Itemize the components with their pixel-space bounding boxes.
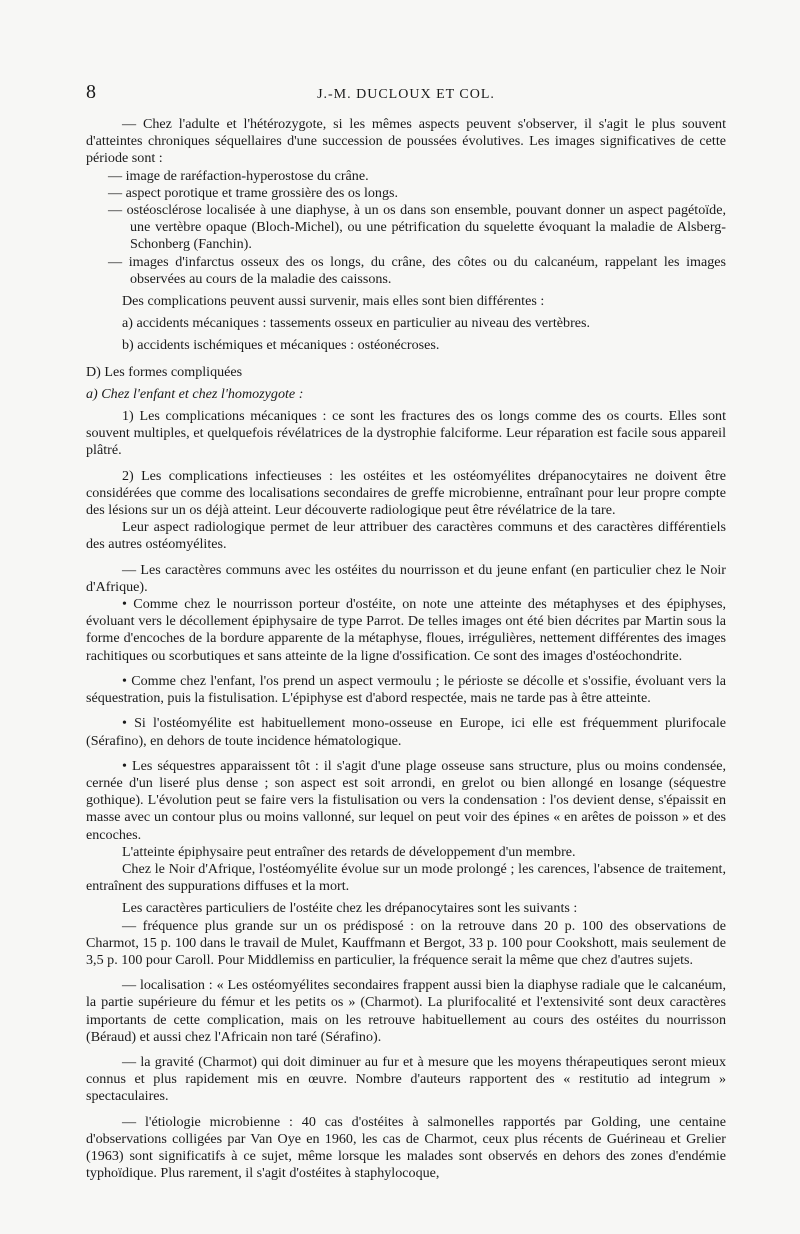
bullet-plurifocal: • Si l'ostéomyélite est habituellement mono-osseuse en Europe, ici elle est fréquemment plurifocale (Sérafino), en dehors de toute incidence hématologique.: [86, 715, 726, 749]
paragraph-epiphyseal: L'atteinte épiphysaire peut entraîner des retards de développement d'un membre.: [122, 843, 576, 860]
subsection-heading-a: a) Chez l'enfant et chez l'homozygote :: [86, 385, 304, 402]
running-title: J.-M. DUCLOUX ET COL.: [317, 87, 495, 102]
paragraph-etiologie: — l'étiologie microbienne : 40 cas d'ostéites à salmonelles rapportés par Golding, une centaine d'observations colligées par Van Oye en 1960, les cas de Charmot, ceux plus récents de Guérineau et Grelier (1963) sont significatifs à ce sujet, même lorsque les malades sont observés en dehors des zones d'endémie typhoïdique. Plus rarement, il s'agit d'ostéites à staphylocoque,: [86, 1113, 726, 1182]
paragraph-common-features: — Les caractères communs avec les ostéites du nourrisson et du jeune enfant (en particulier chez le Noir d'Afrique).: [86, 561, 726, 595]
list-item-porotic: — aspect porotique et trame grossière des os longs.: [108, 184, 399, 201]
list-item-b: b) accidents ischémiques et mécaniques : ostéonécroses.: [122, 337, 440, 354]
list-item-infarct: — images d'infarctus osseux des os longs, du crâne, des côtes ou du calcanéum, rappelant les images observées au cours de la maladie des caissons.: [108, 253, 726, 287]
paragraph-infectious: 2) Les complications infectieuses : les ostéites et les ostéomyélites drépanocytaires ne doivent être considérées que comme des localisations secondaires de greffe microbienne, entraînant pour leur propre compte des lésions sur un os déjà atteint. Leur découverte radiologique peut être révélatrice de la tare.: [86, 467, 726, 519]
bullet-metaphyses: • Comme chez le nourrisson porteur d'ostéite, on note une atteinte des métaphyses et des épiphyses, évoluant vers le décollement épiphysaire de type Parrot. De telles images ont été bien décrites par Martin sous la forme d'encoches de la bordure apparente de la métaphyse, floues, irrégulières, nettement différentes des images rachitiques ou scorbutiques et sans atteinte de la ligne d'ossification. Ce sont des images d'ostéochondrite.: [86, 596, 726, 664]
page: [86, 81, 726, 1182]
paragraph-frequence: — fréquence plus grande sur un os prédisposé : on la retrouve dans 20 p. 100 des observations de Charmot, 15 p. 100 dans le travail de Mulet, Kauffmann et Bergot, 33 p. 100 pour Cookshott, mais seulement de 3,5 p. 100 pour Caroll. Pour Middlemiss en particulier, la fréquence serait la même que chez d'autres sujets.: [86, 917, 726, 968]
list-item-osteosclerosis: — ostéosclérose localisée à une diaphyse, à un os dans son ensemble, pouvant donner un aspect pagétoïde, une vertèbre opaque (Bloch-Michel), ou une pétrification du squelette évoquant la maladie de Alsberg-Schonberg (Fanchin).: [108, 202, 726, 253]
section-heading-d: D) Les formes compliquées: [86, 363, 243, 380]
page-header: [86, 81, 726, 106]
paragraph-localisation: — localisation : « Les ostéomyélites secondaires frappent aussi bien la diaphyse radiale que le calcanéum, la partie supérieure du fémur et les petits os » (Charmot). La plurifocalité et l'extensivité sont deux caractères importants de cette complication, mais on les retrouve habituellement au cours des ostéites du nourrisson (Béraud) et aussi chez l'Africain non taré (Sérafino).: [86, 977, 726, 1045]
bullet-sequestres: • Les séquestres apparaissent tôt : il s'agit d'une plage osseuse sans structure, plus ou moins condensée, cernée d'un liseré plus dense ; son aspect est soit arrondi, en grelot ou bien allongé en losange (séquestre gothique). L'évolution peut se faire vers la fistulisation ou vers la condensation : l'os devient dense, s'épaissit en masse avec un contour plus ou moins vallonné, sur lequel on peut voir des épines « en arêtes de poisson » et des encoches.: [86, 757, 726, 843]
page-number: 8: [86, 81, 96, 103]
paragraph-complications: Des complications peuvent aussi survenir, mais elles sont bien différentes :: [122, 293, 545, 310]
paragraph-noir-afrique: Chez le Noir d'Afrique, l'ostéomyélite évolue sur un mode prolongé ; les carences, l'absence de traitement, entraînent des suppurations diffuses et la mort.: [86, 860, 726, 895]
paragraph-mechanical: 1) Les complications mécaniques : ce sont les fractures des os longs comme des os courts. Elles sont souvent multiples, et quelquefois révélatrices de la dystrophie falciforme. Leur réparation est facile sous appareil plâtré.: [86, 408, 726, 459]
paragraph-radiologic-aspect: Leur aspect radiologique permet de leur attribuer des caractères communs et des caractères différentiels des autres ostéomyélites.: [86, 519, 726, 553]
paragraph-particular-features: Les caractères particuliers de l'ostéite chez les drépanocytaires sont les suivants :: [122, 900, 578, 917]
paragraph-adult: — Chez l'adulte et l'hétérozygote, si les mêmes aspects peuvent s'observer, il s'agit le plus souvent d'atteintes chroniques séquellaires d'une succession de poussées évolutives. Les images significatives de cette période sont :: [86, 116, 726, 167]
bullet-vermoulu: • Comme chez l'enfant, l'os prend un aspect vermoulu ; le périoste se décolle et s'ossifie, évoluant vers la séquestration, puis la fistulisation. L'épiphyse est d'abord respectée, mais ne tarde pas à être atteinte.: [86, 672, 726, 707]
list-item-a: a) accidents mécaniques : tassements osseux en particulier au niveau des vertèbres.: [122, 315, 591, 332]
paragraph-gravite: — la gravité (Charmot) qui doit diminuer au fur et à mesure que les moyens thérapeutiques seront mieux connus et plus rapidement mis en œuvre. Nombre d'auteurs rapportent des « restitutio ad integrum » spectaculaires.: [86, 1053, 726, 1105]
list-item-rarefaction: — image de raréfaction-hyperostose du crâne.: [108, 167, 369, 184]
